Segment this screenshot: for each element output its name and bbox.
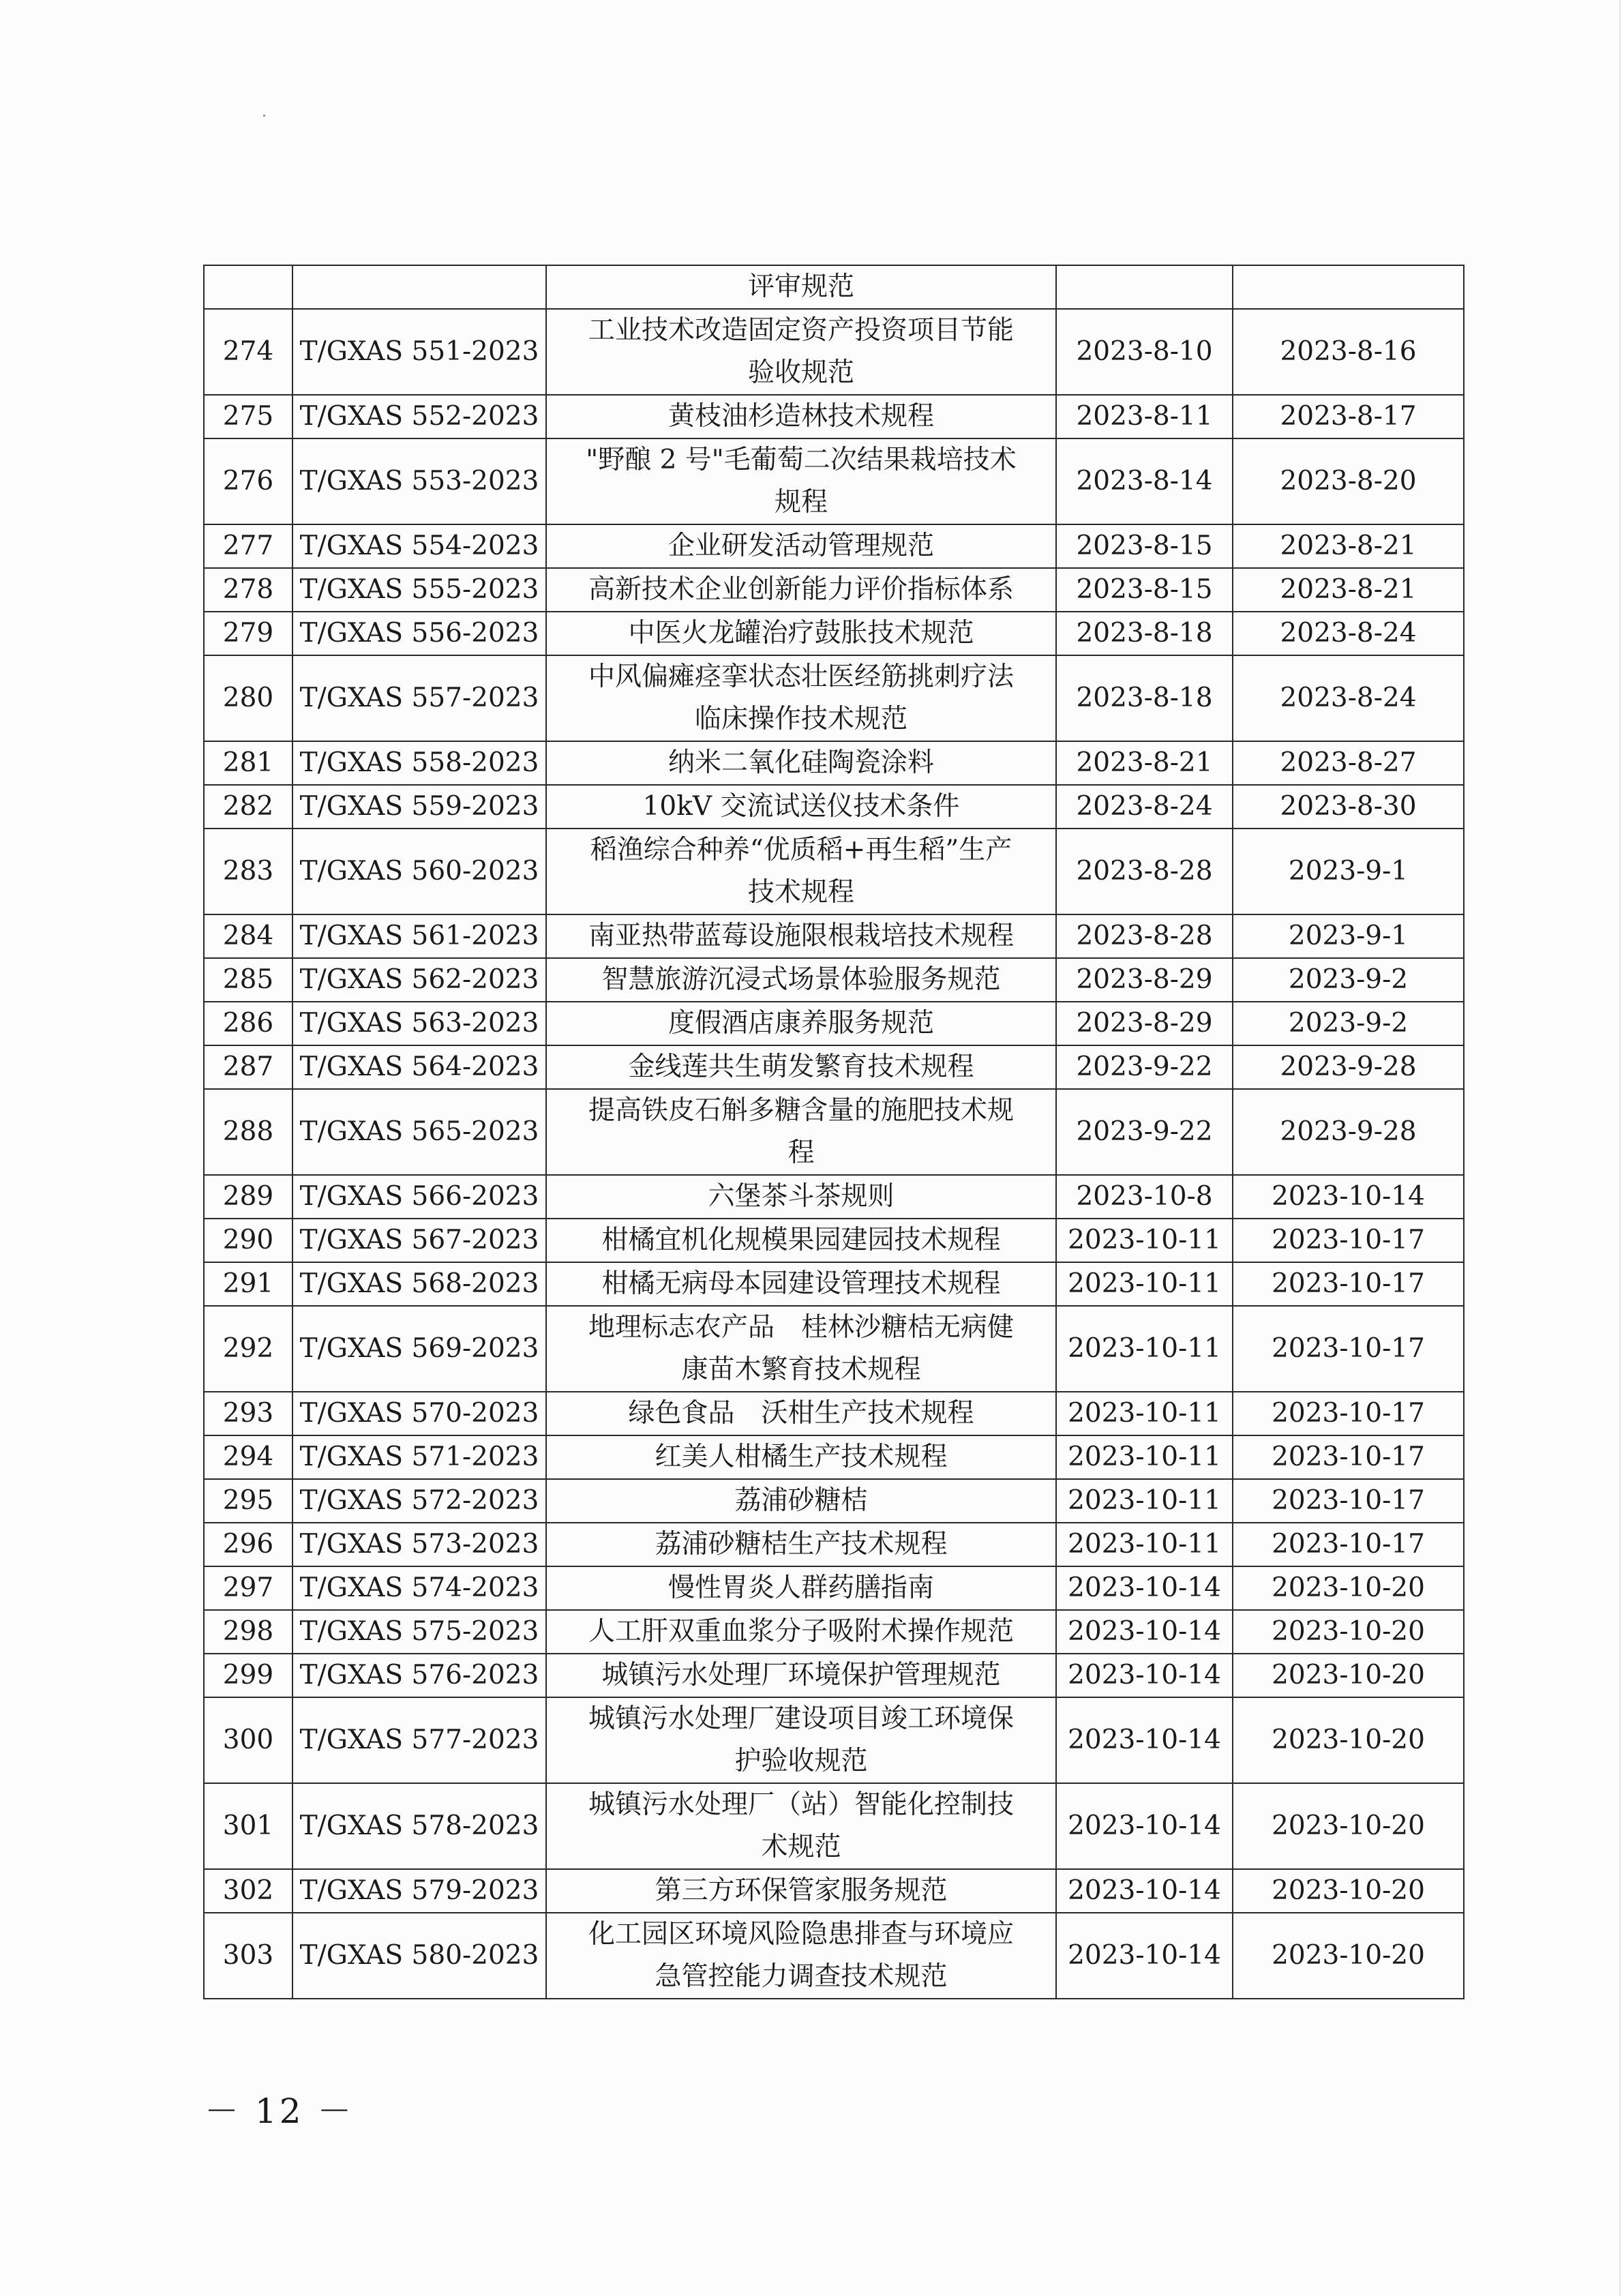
publish-date-cell	[1056, 265, 1233, 309]
standard-name-cell	[546, 1175, 1056, 1219]
implement-date-cell: 2023-8-24	[1233, 655, 1464, 741]
standard-code-cell: T/GXAS 561-2023	[292, 914, 546, 958]
standard-name-line: 护验收规范	[734, 1746, 868, 1776]
publish-date-cell: 2023-8-11	[1056, 395, 1233, 438]
publish-date-cell: 2023-10-11	[1056, 1523, 1233, 1566]
table-row	[204, 741, 1464, 785]
standard-name-cell	[546, 1306, 1056, 1392]
standard-name-line: 柑橘宜机化规模果园建园技术规程	[601, 1225, 1001, 1255]
standard-name-line: 荔浦砂糖桔	[734, 1485, 868, 1516]
implement-date-cell: 2023-9-1	[1233, 829, 1464, 914]
standard-code-cell: T/GXAS 570-2023	[292, 1392, 546, 1435]
implement-date-cell: 2023-9-2	[1233, 1002, 1464, 1045]
publish-date-cell: 2023-10-14	[1056, 1566, 1233, 1610]
implement-date-cell: 2023-10-20	[1233, 1654, 1464, 1697]
standard-code-cell: T/GXAS 551-2023	[292, 309, 546, 395]
standard-name-line: 绿色食品 沃柑生产技术规程	[628, 1398, 974, 1429]
standard-name-cell	[546, 1002, 1056, 1045]
standard-code-cell: T/GXAS 556-2023	[292, 612, 546, 655]
publish-date-cell: 2023-8-15	[1056, 524, 1233, 568]
standard-name-cell	[546, 1262, 1056, 1306]
standard-name-line: 临床操作技术规范	[694, 704, 907, 734]
standard-name-line: 智慧旅游沉浸式场景体验服务规范	[601, 964, 1001, 995]
standard-code-cell: T/GXAS 559-2023	[292, 785, 546, 829]
standard-code-cell: T/GXAS 571-2023	[292, 1435, 546, 1479]
scan-edge	[1619, 0, 1621, 2296]
implement-date-cell: 2023-9-1	[1233, 914, 1464, 958]
publish-date-cell: 2023-8-21	[1056, 741, 1233, 785]
table-row	[204, 1175, 1464, 1219]
publish-date-cell: 2023-10-14	[1056, 1783, 1233, 1869]
implement-date-cell: 2023-10-17	[1233, 1392, 1464, 1435]
implement-date-cell: 2023-10-20	[1233, 1783, 1464, 1869]
implement-date-cell: 2023-10-14	[1233, 1175, 1464, 1219]
table-row	[204, 655, 1464, 741]
table-row	[204, 1523, 1464, 1566]
table-row	[204, 1869, 1464, 1913]
table-row	[204, 829, 1464, 914]
standard-code-cell: T/GXAS 573-2023	[292, 1523, 546, 1566]
implement-date-cell: 2023-8-30	[1233, 785, 1464, 829]
table-row	[204, 265, 1464, 309]
table-row	[204, 1913, 1464, 1999]
row-number-cell: 285	[204, 958, 292, 1002]
publish-date-cell: 2023-9-22	[1056, 1045, 1233, 1089]
publish-date-cell: 2023-8-28	[1056, 829, 1233, 914]
row-number-cell: 286	[204, 1002, 292, 1045]
standard-code-cell: T/GXAS 572-2023	[292, 1479, 546, 1523]
standard-name-cell	[546, 914, 1056, 958]
implement-date-cell: 2023-10-20	[1233, 1610, 1464, 1654]
standard-name-line: 企业研发活动管理规范	[667, 531, 934, 561]
row-number-cell: 277	[204, 524, 292, 568]
implement-date-cell: 2023-8-17	[1233, 395, 1464, 438]
implement-date-cell: 2023-10-20	[1233, 1913, 1464, 1999]
standard-code-cell: T/GXAS 566-2023	[292, 1175, 546, 1219]
publish-date-cell: 2023-10-8	[1056, 1175, 1233, 1219]
standard-code-cell	[292, 265, 546, 309]
implement-date-cell: 2023-8-16	[1233, 309, 1464, 395]
standard-name-line: 10kV 交流试送仪技术条件	[642, 791, 960, 822]
row-number-cell: 292	[204, 1306, 292, 1392]
standard-name-line: 红美人柑橘生产技术规程	[655, 1442, 948, 1472]
implement-date-cell	[1233, 265, 1464, 309]
standards-table-body	[204, 265, 1464, 1999]
row-number-cell: 275	[204, 395, 292, 438]
scan-mark	[263, 115, 265, 117]
row-number-cell: 300	[204, 1697, 292, 1783]
publish-date-cell: 2023-8-10	[1056, 309, 1233, 395]
standard-name-line: 城镇污水处理厂建设项目竣工环境保	[588, 1703, 1014, 1734]
standard-name-line: 城镇污水处理厂环境保护管理规范	[601, 1660, 1001, 1690]
implement-date-cell: 2023-10-17	[1233, 1479, 1464, 1523]
publish-date-cell: 2023-10-14	[1056, 1869, 1233, 1913]
publish-date-cell: 2023-10-11	[1056, 1479, 1233, 1523]
implement-date-cell: 2023-10-17	[1233, 1219, 1464, 1262]
standard-code-cell: T/GXAS 567-2023	[292, 1219, 546, 1262]
implement-date-cell: 2023-10-17	[1233, 1262, 1464, 1306]
standard-code-cell: T/GXAS 555-2023	[292, 568, 546, 612]
standard-name-cell	[546, 309, 1056, 395]
standard-name-line: 纳米二氧化硅陶瓷涂料	[667, 747, 934, 778]
standard-code-cell: T/GXAS 562-2023	[292, 958, 546, 1002]
row-number-cell: 295	[204, 1479, 292, 1523]
standard-name-line: 急管控能力调查技术规范	[655, 1961, 948, 1992]
standard-name-line: 高新技术企业创新能力评价指标体系	[588, 574, 1014, 605]
standard-code-cell: T/GXAS 576-2023	[292, 1654, 546, 1697]
standard-name-line: 提高铁皮石斛多糖含量的施肥技术规	[588, 1095, 1014, 1126]
standard-name-line: 黄枝油杉造林技术规程	[667, 401, 934, 432]
row-number-cell: 293	[204, 1392, 292, 1435]
publish-date-cell: 2023-9-22	[1056, 1089, 1233, 1175]
row-number-cell: 289	[204, 1175, 292, 1219]
standard-name-cell	[546, 1479, 1056, 1523]
table-row	[204, 1002, 1464, 1045]
table-row	[204, 438, 1464, 524]
table-row	[204, 1392, 1464, 1435]
publish-date-cell: 2023-10-11	[1056, 1219, 1233, 1262]
implement-date-cell: 2023-8-20	[1233, 438, 1464, 524]
publish-date-cell: 2023-10-14	[1056, 1697, 1233, 1783]
publish-date-cell: 2023-8-18	[1056, 612, 1233, 655]
standard-name-cell	[546, 1610, 1056, 1654]
standard-name-cell	[546, 1523, 1056, 1566]
table-row	[204, 1654, 1464, 1697]
standard-code-cell: T/GXAS 580-2023	[292, 1913, 546, 1999]
row-number-cell: 302	[204, 1869, 292, 1913]
standard-name-cell	[546, 958, 1056, 1002]
publish-date-cell: 2023-10-11	[1056, 1435, 1233, 1479]
implement-date-cell: 2023-8-21	[1233, 568, 1464, 612]
standard-name-cell	[546, 1045, 1056, 1089]
table-row	[204, 1089, 1464, 1175]
standard-name-cell	[546, 1697, 1056, 1783]
standard-name-line: 中风偏瘫痉挛状态壮医经筋挑刺疗法	[588, 661, 1014, 692]
row-number-cell: 294	[204, 1435, 292, 1479]
table-row	[204, 914, 1464, 958]
implement-date-cell: 2023-10-20	[1233, 1566, 1464, 1610]
standard-name-line: 评审规范	[747, 271, 854, 302]
row-number-cell: 288	[204, 1089, 292, 1175]
table-row	[204, 958, 1464, 1002]
publish-date-cell: 2023-10-14	[1056, 1913, 1233, 1999]
standard-name-line: 金线莲共生萌发繁育技术规程	[628, 1052, 974, 1082]
standard-name-line: 工业技术改造固定资产投资项目节能	[588, 315, 1014, 346]
standard-code-cell: T/GXAS 575-2023	[292, 1610, 546, 1654]
standard-code-cell: T/GXAS 564-2023	[292, 1045, 546, 1089]
row-number-cell: 282	[204, 785, 292, 829]
table-row	[204, 785, 1464, 829]
publish-date-cell: 2023-10-14	[1056, 1654, 1233, 1697]
table-row	[204, 309, 1464, 395]
table-row	[204, 1697, 1464, 1783]
standard-code-cell: T/GXAS 579-2023	[292, 1869, 546, 1913]
row-number-cell: 299	[204, 1654, 292, 1697]
implement-date-cell: 2023-10-17	[1233, 1435, 1464, 1479]
standard-code-cell: T/GXAS 569-2023	[292, 1306, 546, 1392]
standard-code-cell: T/GXAS 557-2023	[292, 655, 546, 741]
publish-date-cell: 2023-8-24	[1056, 785, 1233, 829]
row-number-cell: 301	[204, 1783, 292, 1869]
standard-name-line: 验收规范	[747, 357, 854, 388]
row-number-cell: 281	[204, 741, 292, 785]
standard-name-cell	[546, 1219, 1056, 1262]
standard-code-cell: T/GXAS 560-2023	[292, 829, 546, 914]
row-number-cell: 290	[204, 1219, 292, 1262]
implement-date-cell: 2023-10-17	[1233, 1523, 1464, 1566]
row-number-cell: 283	[204, 829, 292, 914]
standard-name-cell	[546, 438, 1056, 524]
standard-name-line: 柑橘无病母本园建设管理技术规程	[601, 1268, 1001, 1299]
implement-date-cell: 2023-10-20	[1233, 1869, 1464, 1913]
page-number: － 12 －	[205, 2091, 355, 2131]
standard-name-cell	[546, 1869, 1056, 1913]
row-number-cell: 276	[204, 438, 292, 524]
table-row	[204, 1566, 1464, 1610]
table-row	[204, 1479, 1464, 1523]
publish-date-cell: 2023-8-28	[1056, 914, 1233, 958]
row-number-cell	[204, 265, 292, 309]
row-number-cell: 279	[204, 612, 292, 655]
standard-code-cell: T/GXAS 554-2023	[292, 524, 546, 568]
standard-name-line: 稻渔综合种养“优质稻+再生稻”生产	[590, 835, 1012, 865]
publish-date-cell: 2023-8-14	[1056, 438, 1233, 524]
implement-date-cell: 2023-10-20	[1233, 1697, 1464, 1783]
standard-name-line: 人工肝双重血浆分子吸附术操作规范	[588, 1616, 1014, 1647]
row-number-cell: 280	[204, 655, 292, 741]
table-row	[204, 1262, 1464, 1306]
standard-name-cell	[546, 1654, 1056, 1697]
row-number-cell: 291	[204, 1262, 292, 1306]
table-row	[204, 1219, 1464, 1262]
standards-table	[203, 265, 1465, 1999]
standard-name-cell	[546, 524, 1056, 568]
standard-name-cell	[546, 1783, 1056, 1869]
row-number-cell: 287	[204, 1045, 292, 1089]
standard-code-cell: T/GXAS 565-2023	[292, 1089, 546, 1175]
table-row	[204, 1306, 1464, 1392]
table-row	[204, 1435, 1464, 1479]
standard-name-line: 第三方环保管家服务规范	[655, 1875, 948, 1906]
standard-name-cell	[546, 612, 1056, 655]
standard-name-line: 技术规程	[747, 877, 854, 908]
standard-name-line: 中医火龙罐治疗鼓胀技术规范	[628, 618, 974, 648]
standard-name-line: 慢性胃炎人群药膳指南	[667, 1572, 934, 1603]
standard-name-cell	[546, 785, 1056, 829]
publish-date-cell: 2023-10-11	[1056, 1306, 1233, 1392]
standard-name-line: 康苗木繁育技术规程	[681, 1354, 921, 1385]
standard-code-cell: T/GXAS 568-2023	[292, 1262, 546, 1306]
row-number-cell: 303	[204, 1913, 292, 1999]
publish-date-cell: 2023-8-15	[1056, 568, 1233, 612]
standard-name-line: 城镇污水处理厂（站）智能化控制技	[588, 1789, 1014, 1820]
standard-name-cell	[546, 395, 1056, 438]
publish-date-cell: 2023-10-11	[1056, 1392, 1233, 1435]
standards-table-container	[203, 265, 1463, 1999]
publish-date-cell: 2023-8-29	[1056, 1002, 1233, 1045]
standard-name-cell	[546, 829, 1056, 914]
standard-name-cell	[546, 265, 1056, 309]
standard-name-cell	[546, 1435, 1056, 1479]
row-number-cell: 297	[204, 1566, 292, 1610]
row-number-cell: 274	[204, 309, 292, 395]
table-row	[204, 568, 1464, 612]
standard-name-cell	[546, 1913, 1056, 1999]
standard-name-line: 荔浦砂糖桔生产技术规程	[655, 1529, 948, 1560]
standard-code-cell: T/GXAS 578-2023	[292, 1783, 546, 1869]
standard-code-cell: T/GXAS 558-2023	[292, 741, 546, 785]
implement-date-cell: 2023-9-28	[1233, 1089, 1464, 1175]
standard-name-cell	[546, 741, 1056, 785]
implement-date-cell: 2023-9-28	[1233, 1045, 1464, 1089]
standard-name-cell	[546, 1392, 1056, 1435]
table-row	[204, 524, 1464, 568]
publish-date-cell: 2023-8-29	[1056, 958, 1233, 1002]
standard-code-cell: T/GXAS 577-2023	[292, 1697, 546, 1783]
standard-name-line: "野酿 2 号"毛葡萄二次结果栽培技术	[586, 445, 1017, 475]
table-row	[204, 612, 1464, 655]
row-number-cell: 284	[204, 914, 292, 958]
implement-date-cell: 2023-8-21	[1233, 524, 1464, 568]
standard-name-line: 南亚热带蓝莓设施限根栽培技术规程	[588, 921, 1014, 951]
standard-name-line: 化工园区环境风险隐患排查与环境应	[588, 1919, 1014, 1950]
table-row	[204, 1610, 1464, 1654]
standard-name-cell	[546, 568, 1056, 612]
standard-name-line: 程	[787, 1137, 815, 1168]
standard-name-cell	[546, 1566, 1056, 1610]
standard-code-cell: T/GXAS 563-2023	[292, 1002, 546, 1045]
row-number-cell: 278	[204, 568, 292, 612]
table-row	[204, 1783, 1464, 1869]
standard-name-line: 规程	[774, 487, 828, 518]
table-row	[204, 1045, 1464, 1089]
standard-name-line: 度假酒店康养服务规范	[667, 1008, 934, 1039]
standard-name-cell	[546, 1089, 1056, 1175]
publish-date-cell: 2023-10-14	[1056, 1610, 1233, 1654]
publish-date-cell: 2023-10-11	[1056, 1262, 1233, 1306]
publish-date-cell: 2023-8-18	[1056, 655, 1233, 741]
implement-date-cell: 2023-9-2	[1233, 958, 1464, 1002]
standard-name-line: 术规范	[761, 1832, 841, 1862]
standard-code-cell: T/GXAS 552-2023	[292, 395, 546, 438]
standard-name-line: 六堡茶斗茶规则	[708, 1181, 895, 1212]
standard-name-cell	[546, 655, 1056, 741]
row-number-cell: 298	[204, 1610, 292, 1654]
implement-date-cell: 2023-8-27	[1233, 741, 1464, 785]
table-row	[204, 395, 1464, 438]
standard-code-cell: T/GXAS 574-2023	[292, 1566, 546, 1610]
standard-code-cell: T/GXAS 553-2023	[292, 438, 546, 524]
row-number-cell: 296	[204, 1523, 292, 1566]
implement-date-cell: 2023-10-17	[1233, 1306, 1464, 1392]
standard-name-line: 地理标志农产品 桂林沙糖桔无病健	[588, 1312, 1014, 1343]
implement-date-cell: 2023-8-24	[1233, 612, 1464, 655]
